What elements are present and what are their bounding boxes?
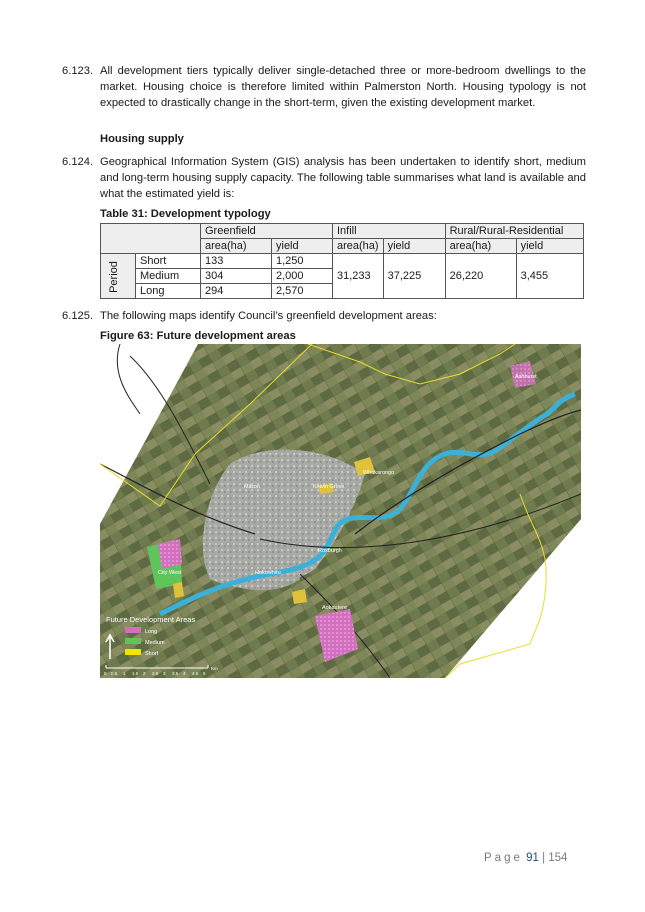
period-label: Period: [108, 261, 120, 293]
legend-title: Future Development Areas: [106, 615, 196, 624]
table-row: [101, 254, 584, 269]
legend-label: Medium: [145, 640, 165, 646]
scale-label: 1.5: [132, 671, 139, 676]
section-heading: Housing supply: [100, 133, 184, 145]
future-development-map: [100, 344, 581, 678]
scale-label: 4.5: [192, 671, 199, 676]
place-label: Kelvin Grove: [313, 484, 345, 490]
scale-label: 0: [104, 671, 107, 676]
table-cell: 304: [201, 269, 272, 284]
table-caption: Table 31: Development typology: [100, 208, 271, 220]
development-typology-table: [100, 223, 584, 299]
paragraph-6-125: [62, 308, 586, 324]
group-header-rural: Rural/Rural-Residential: [445, 224, 583, 239]
place-label: Hokowhitu: [255, 570, 281, 576]
paragraph-text: Geographical Information System (GIS) analysis has been undertaken to identify short, medium and long-term housing supply capacity. The following table summarises what land is available and what the estimated yield is:: [100, 156, 586, 200]
row-label: Medium: [136, 269, 201, 284]
group-header-greenfield: Greenfield: [201, 224, 333, 239]
place-label: Ashhurst: [515, 374, 537, 380]
subheader-cell: yield: [383, 239, 445, 254]
legend-swatch-short: [125, 649, 141, 655]
period-label-cell: [101, 254, 136, 299]
map-svg: [100, 344, 581, 678]
scale-label: 0.5: [111, 671, 118, 676]
legend-label: Short: [145, 651, 159, 657]
table-cell: 1,250: [272, 254, 333, 269]
paragraph-number: 6.123.: [62, 65, 94, 77]
page-number: 91: [526, 852, 539, 864]
scale-label: 2: [143, 671, 146, 676]
scale-label: 2.5: [152, 671, 159, 676]
subheader-cell: area(ha): [201, 239, 272, 254]
table-header-row: [101, 224, 584, 239]
paragraph-text: All development tiers typically deliver single-detached three or more-bedroom dwellings to the market. Housing choice is therefore limited within Palmerston North. Housing typology is not expected to drastically change in the short-term, given the existing development market.: [100, 65, 586, 109]
paragraph-number: 6.125.: [62, 310, 94, 322]
scale-label: 4: [183, 671, 186, 676]
table-cell: 2,570: [272, 284, 333, 299]
place-label: City West: [158, 570, 182, 576]
table-cell: 37,225: [383, 254, 445, 299]
group-header-infill: Infill: [333, 224, 446, 239]
row-label: Short: [136, 254, 201, 269]
paragraph-text: The following maps identify Council’s greenfield development areas:: [100, 310, 437, 322]
legend-swatch-long: [125, 627, 141, 633]
subheader-cell: area(ha): [445, 239, 516, 254]
scale-label: 5: [203, 671, 206, 676]
table-cell: 31,233: [333, 254, 384, 299]
table-cell: 3,455: [516, 254, 583, 299]
place-label: Milson: [244, 484, 260, 490]
place-label: Roxburgh: [318, 548, 342, 554]
page-total: 154: [548, 852, 568, 864]
page-separator: |: [542, 852, 546, 864]
long-development-area: [158, 539, 182, 569]
scale-label: 3: [163, 671, 166, 676]
scale-label: 3.5: [172, 671, 179, 676]
scale-label: 1: [123, 671, 126, 676]
table-cell: 26,220: [445, 254, 516, 299]
row-label: Long: [136, 284, 201, 299]
legend-label: Long: [145, 629, 158, 635]
figure-caption: Figure 63: Future development areas: [100, 330, 296, 342]
legend-swatch-medium: [125, 638, 141, 644]
place-label: Aokautere: [322, 605, 348, 611]
paragraph-6-123: [62, 63, 586, 111]
table-corner-cell: [101, 224, 201, 254]
page-word: Page: [484, 852, 523, 864]
subheader-cell: yield: [516, 239, 583, 254]
paragraph-6-124: [62, 154, 586, 202]
page-footer: [484, 852, 567, 864]
table-cell: 294: [201, 284, 272, 299]
table-cell: 2,000: [272, 269, 333, 284]
subheader-cell: yield: [272, 239, 333, 254]
table-cell: 133: [201, 254, 272, 269]
scale-unit: Km: [211, 666, 218, 671]
paragraph-number: 6.124.: [62, 156, 94, 168]
place-label: Whakarongo: [363, 470, 395, 476]
subheader-cell: area(ha): [333, 239, 384, 254]
